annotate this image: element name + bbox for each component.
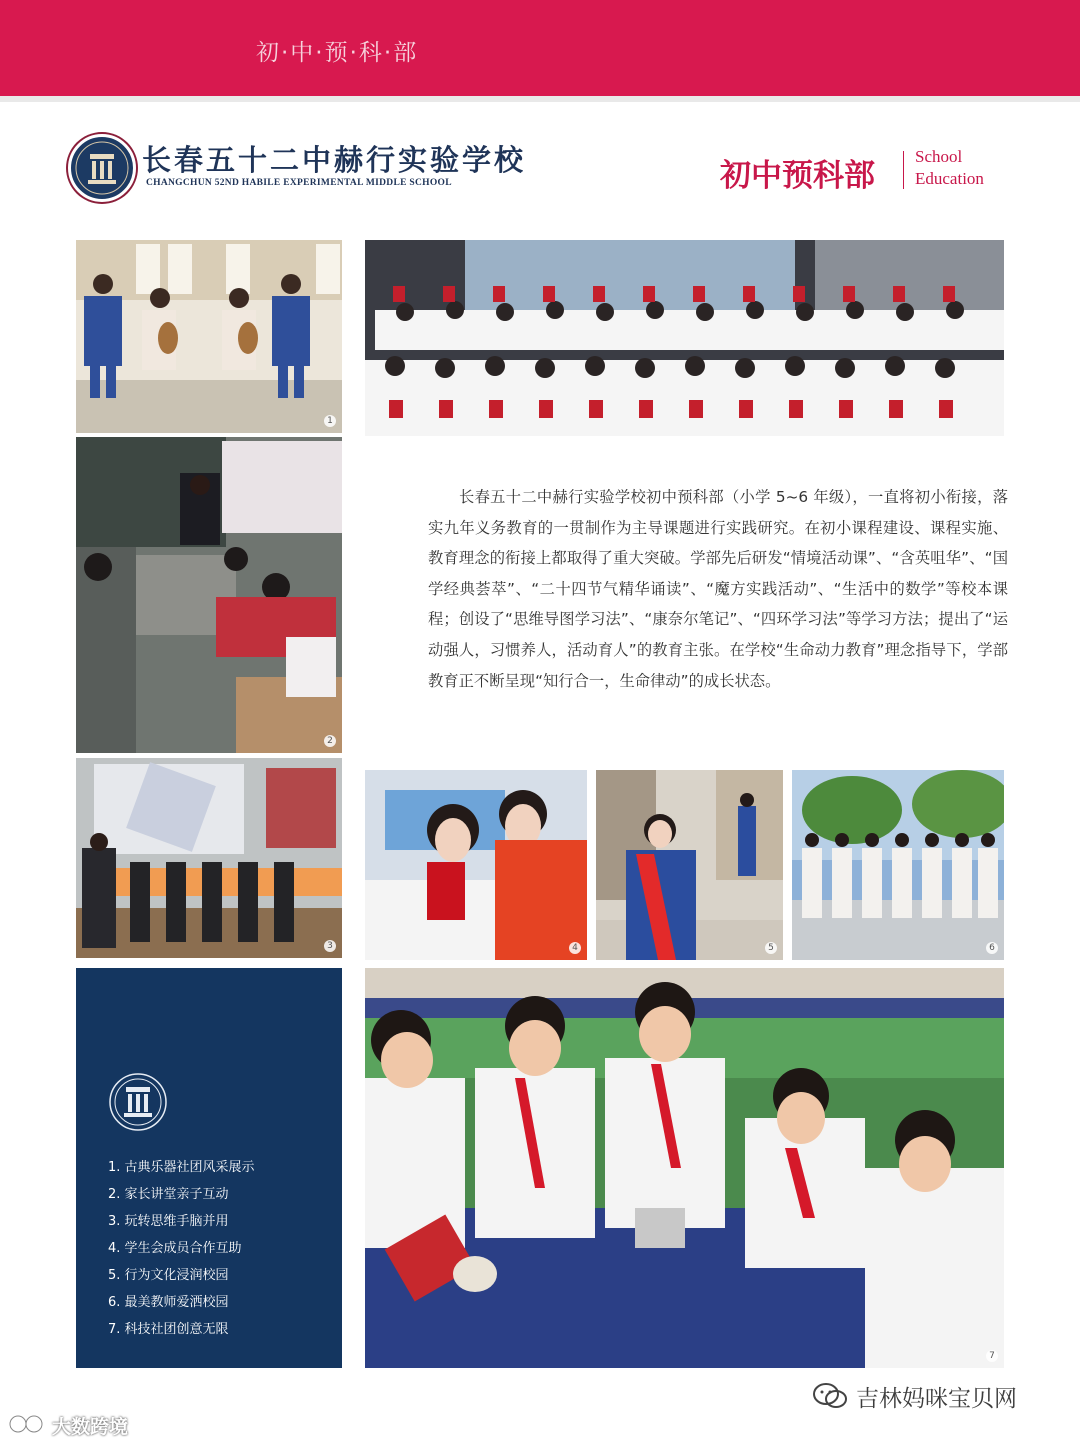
caption-list	[108, 1154, 255, 1343]
school-seal-logo	[68, 134, 136, 202]
watermark-left: 大数跨境	[52, 1416, 129, 1438]
photo-teachers	[792, 770, 1004, 960]
photo-number: 4	[569, 942, 581, 954]
school-seal-icon	[108, 1072, 168, 1132]
photo-group-certificates	[365, 240, 1004, 436]
band-title: 初·中·预·科·部	[256, 40, 419, 66]
photo-number: 1	[324, 415, 336, 427]
school-name-en: CHANGCHUN 52ND HABILE EXPERIMENTAL MIDDLE SCHOOL	[146, 178, 452, 188]
photo-number: 5	[765, 942, 777, 954]
school-name-cn: 长春五十二中赫行实验学校	[142, 143, 527, 177]
photo-instrument-club	[76, 240, 342, 433]
caption-item: 3. 玩转思维手脑并用	[108, 1214, 229, 1229]
caption-panel	[76, 968, 342, 1368]
photo-number: 6	[986, 942, 998, 954]
photo-rubik-contest	[76, 758, 342, 958]
photo-number: 2	[324, 735, 336, 747]
caption-item: 5. 行为文化浸润校园	[108, 1268, 229, 1283]
top-band	[0, 0, 1080, 96]
photo-number: 3	[324, 940, 336, 952]
wechat-icon	[812, 1382, 848, 1410]
department-en-line2: Education	[915, 169, 984, 188]
department-en-line1: School	[915, 147, 963, 166]
band-divider	[0, 96, 1080, 102]
department-title: 初中预科部	[720, 158, 875, 194]
caption-item: 4. 学生会成员合作互助	[108, 1241, 242, 1256]
photo-number: 7	[986, 1350, 998, 1362]
caption-item: 6. 最美教师爱洒校园	[108, 1295, 229, 1310]
caption-item: 1. 古典乐器社团风采展示	[108, 1160, 255, 1175]
photo-behavior-culture	[596, 770, 783, 960]
brand-logo-icon	[8, 1412, 50, 1436]
photo-student-council	[365, 770, 587, 960]
caption-item: 7. 科技社团创意无限	[108, 1322, 229, 1337]
photo-parent-lecture	[76, 437, 342, 753]
photo-tech-club	[365, 968, 1004, 1368]
department-divider	[903, 151, 904, 189]
watermark-right: 吉林妈咪宝贝网	[856, 1386, 1017, 1412]
intro-paragraph: 长春五十二中赫行实验学校初中预科部（小学 5~6 年级），一直将初小衔接，落实九年义务教育的一贯制作为主导课题进行实践研究。在初小课程建设、课程实施、教育理念的衔接上都取得了重大突破。学部先后研发“情境活动课”、“含英咀华”、“国学经典荟萃”、“二十四节气精华诵读”、“魔方实践活动”、“生活中的数学”等校本课程；创设了“思维导图学习法”、“康奈尔笔记”、“四环学习法”等学习方法；提出了“运动强人，习惯养人，活动育人”的教育主张。在学校“生命动力教育”理念指导下，学部教育正不断呈现“知行合一，生命律动”的成长状态。	[428, 488, 1008, 690]
caption-item: 2. 家长讲堂亲子互动	[108, 1187, 229, 1202]
